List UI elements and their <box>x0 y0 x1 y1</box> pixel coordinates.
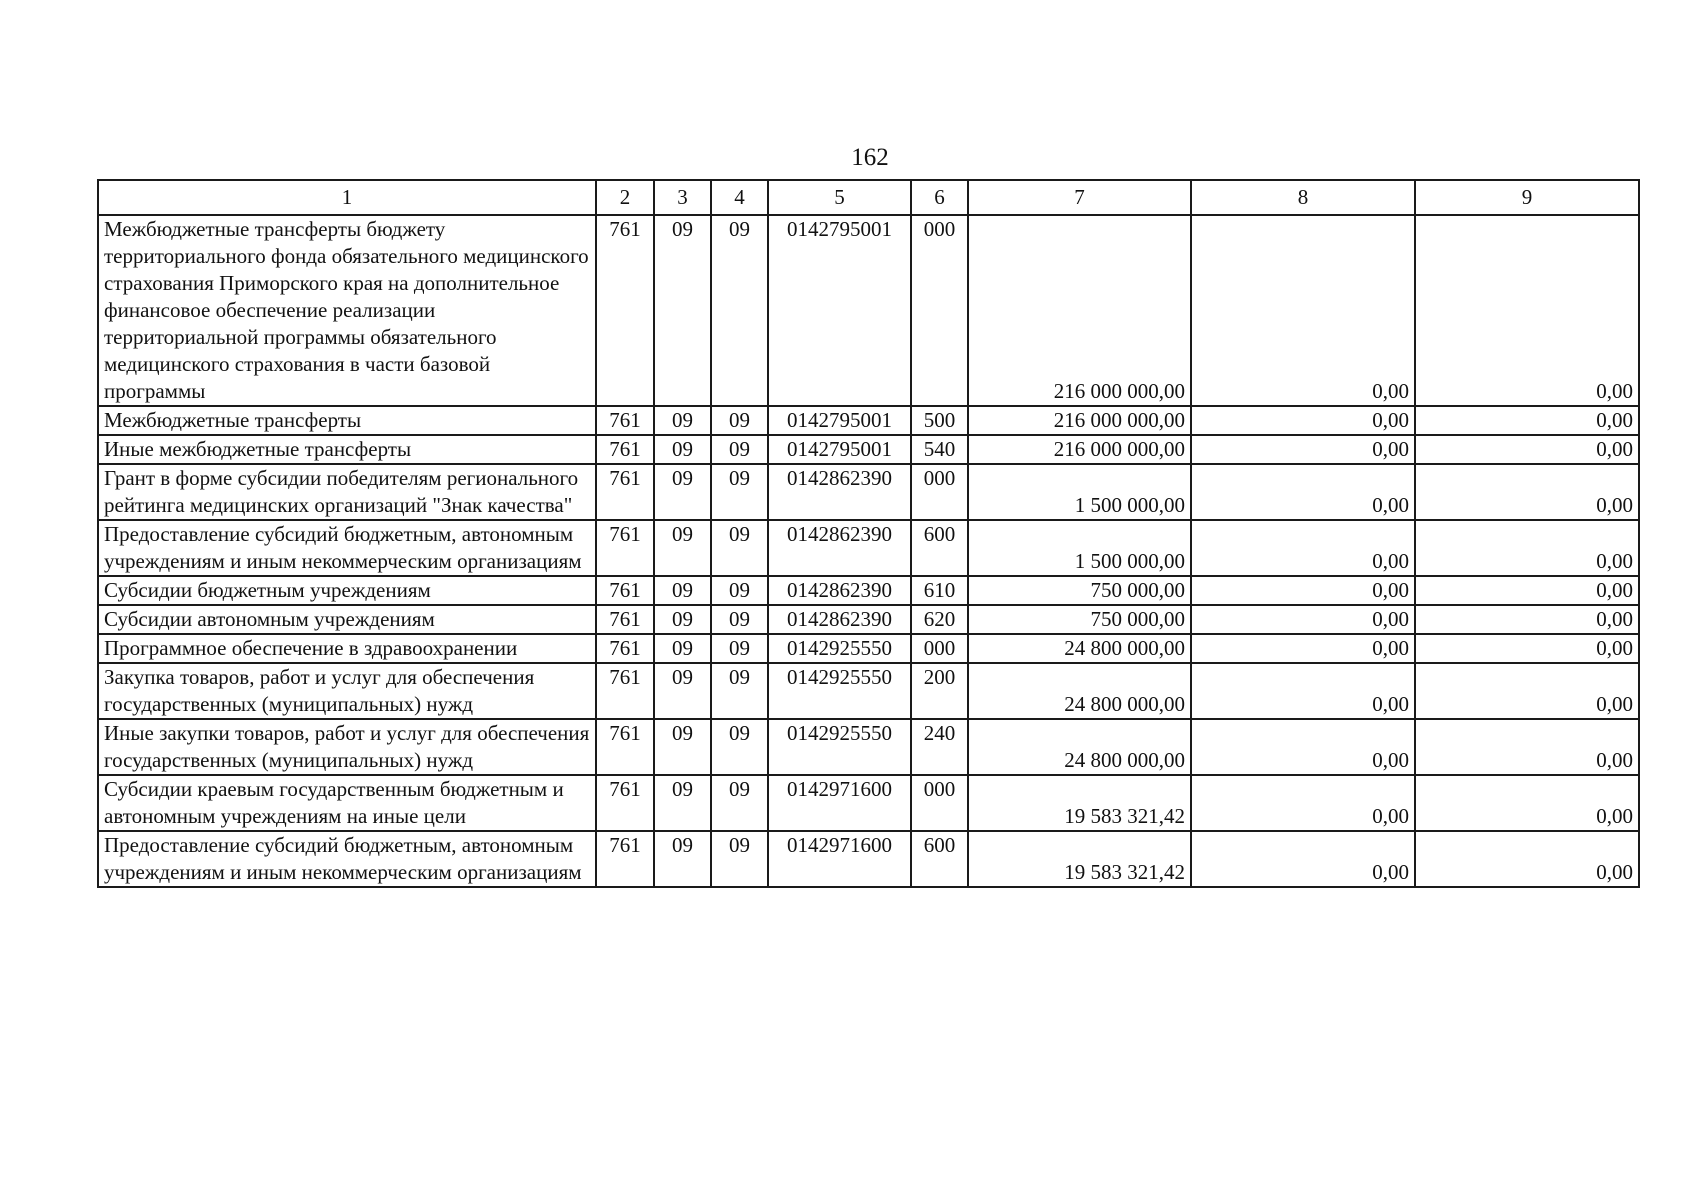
row-name-cell: Межбюджетные трансферты <box>98 406 596 435</box>
table-header-row <box>98 180 1639 215</box>
row-name-cell: Субсидии автономным учреждениям <box>98 605 596 634</box>
amount-col9-cell: 0,00 <box>1415 719 1639 775</box>
expense-type-cell: 600 <box>911 831 968 887</box>
amount-col7-cell: 216 000 000,00 <box>968 435 1191 464</box>
subsection-code-cell: 09 <box>711 520 768 576</box>
amount-col8-cell: 0,00 <box>1191 775 1415 831</box>
ministry-code-cell: 761 <box>596 831 654 887</box>
column-header: 2 <box>596 180 654 215</box>
amount-col8-cell: 0,00 <box>1191 576 1415 605</box>
section-code-cell: 09 <box>654 831 711 887</box>
column-header: 8 <box>1191 180 1415 215</box>
amount-col9-cell: 0,00 <box>1415 576 1639 605</box>
subsection-code-cell: 09 <box>711 831 768 887</box>
ministry-code-cell: 761 <box>596 663 654 719</box>
subsection-code-cell: 09 <box>711 719 768 775</box>
table-row <box>98 663 1639 719</box>
row-name-cell: Предоставление субсидий бюджетным, автономным учреждениям и иным некоммерческим организациям <box>98 520 596 576</box>
section-code-cell: 09 <box>654 605 711 634</box>
amount-col7-cell: 750 000,00 <box>968 576 1191 605</box>
ministry-code-cell: 761 <box>596 775 654 831</box>
table-row <box>98 520 1639 576</box>
amount-col8-cell: 0,00 <box>1191 520 1415 576</box>
amount-col8-cell: 0,00 <box>1191 719 1415 775</box>
target-article-cell: 0142971600 <box>768 775 911 831</box>
column-header: 4 <box>711 180 768 215</box>
table-row <box>98 464 1639 520</box>
table-row <box>98 605 1639 634</box>
column-header: 6 <box>911 180 968 215</box>
target-article-cell: 0142925550 <box>768 719 911 775</box>
amount-col9-cell: 0,00 <box>1415 634 1639 663</box>
budget-table <box>97 179 1640 888</box>
amount-col7-cell: 24 800 000,00 <box>968 663 1191 719</box>
amount-col8-cell: 0,00 <box>1191 605 1415 634</box>
amount-col8-cell: 0,00 <box>1191 215 1415 406</box>
amount-col9-cell: 0,00 <box>1415 215 1639 406</box>
amount-col7-cell: 1 500 000,00 <box>968 464 1191 520</box>
amount-col9-cell: 0,00 <box>1415 775 1639 831</box>
amount-col8-cell: 0,00 <box>1191 831 1415 887</box>
expense-type-cell: 000 <box>911 775 968 831</box>
row-name-cell: Иные закупки товаров, работ и услуг для обеспечения государственных (муниципальных) нужд <box>98 719 596 775</box>
subsection-code-cell: 09 <box>711 634 768 663</box>
ministry-code-cell: 761 <box>596 215 654 406</box>
table-row <box>98 634 1639 663</box>
table-row <box>98 215 1639 406</box>
table-row <box>98 719 1639 775</box>
table-row <box>98 435 1639 464</box>
subsection-code-cell: 09 <box>711 215 768 406</box>
ministry-code-cell: 761 <box>596 576 654 605</box>
ministry-code-cell: 761 <box>596 605 654 634</box>
row-name-cell: Закупка товаров, работ и услуг для обеспечения государственных (муниципальных) нужд <box>98 663 596 719</box>
section-code-cell: 09 <box>654 406 711 435</box>
section-code-cell: 09 <box>654 663 711 719</box>
column-header: 3 <box>654 180 711 215</box>
ministry-code-cell: 761 <box>596 634 654 663</box>
amount-col8-cell: 0,00 <box>1191 435 1415 464</box>
expense-type-cell: 500 <box>911 406 968 435</box>
target-article-cell: 0142795001 <box>768 435 911 464</box>
row-name-cell: Иные межбюджетные трансферты <box>98 435 596 464</box>
target-article-cell: 0142971600 <box>768 831 911 887</box>
section-code-cell: 09 <box>654 435 711 464</box>
row-name-cell: Предоставление субсидий бюджетным, автономным учреждениям и иным некоммерческим организациям <box>98 831 596 887</box>
subsection-code-cell: 09 <box>711 576 768 605</box>
table-row <box>98 406 1639 435</box>
column-header: 5 <box>768 180 911 215</box>
target-article-cell: 0142795001 <box>768 406 911 435</box>
amount-col9-cell: 0,00 <box>1415 406 1639 435</box>
subsection-code-cell: 09 <box>711 435 768 464</box>
amount-col7-cell: 19 583 321,42 <box>968 775 1191 831</box>
section-code-cell: 09 <box>654 464 711 520</box>
section-code-cell: 09 <box>654 775 711 831</box>
target-article-cell: 0142862390 <box>768 520 911 576</box>
expense-type-cell: 610 <box>911 576 968 605</box>
amount-col7-cell: 216 000 000,00 <box>968 215 1191 406</box>
subsection-code-cell: 09 <box>711 775 768 831</box>
expense-type-cell: 000 <box>911 464 968 520</box>
table-row <box>98 576 1639 605</box>
amount-col9-cell: 0,00 <box>1415 605 1639 634</box>
ministry-code-cell: 761 <box>596 406 654 435</box>
amount-col8-cell: 0,00 <box>1191 406 1415 435</box>
row-name-cell: Субсидии краевым государственным бюджетным и автономным учреждениям на иные цели <box>98 775 596 831</box>
amount-col7-cell: 216 000 000,00 <box>968 406 1191 435</box>
target-article-cell: 0142862390 <box>768 576 911 605</box>
target-article-cell: 0142925550 <box>768 634 911 663</box>
table-row <box>98 775 1639 831</box>
amount-col9-cell: 0,00 <box>1415 435 1639 464</box>
amount-col9-cell: 0,00 <box>1415 663 1639 719</box>
column-header: 9 <box>1415 180 1639 215</box>
expense-type-cell: 600 <box>911 520 968 576</box>
expense-type-cell: 200 <box>911 663 968 719</box>
amount-col8-cell: 0,00 <box>1191 464 1415 520</box>
expense-type-cell: 240 <box>911 719 968 775</box>
expense-type-cell: 000 <box>911 634 968 663</box>
row-name-cell: Грант в форме субсидии победителям регионального рейтинга медицинских организаций "Знак качества" <box>98 464 596 520</box>
amount-col9-cell: 0,00 <box>1415 520 1639 576</box>
amount-col7-cell: 1 500 000,00 <box>968 520 1191 576</box>
ministry-code-cell: 761 <box>596 435 654 464</box>
amount-col8-cell: 0,00 <box>1191 634 1415 663</box>
amount-col7-cell: 24 800 000,00 <box>968 719 1191 775</box>
section-code-cell: 09 <box>654 719 711 775</box>
ministry-code-cell: 761 <box>596 719 654 775</box>
subsection-code-cell: 09 <box>711 464 768 520</box>
amount-col9-cell: 0,00 <box>1415 831 1639 887</box>
page-number: 162 <box>851 144 889 171</box>
section-code-cell: 09 <box>654 576 711 605</box>
amount-col9-cell: 0,00 <box>1415 464 1639 520</box>
row-name-cell: Программное обеспечение в здравоохранении <box>98 634 596 663</box>
subsection-code-cell: 09 <box>711 406 768 435</box>
amount-col7-cell: 24 800 000,00 <box>968 634 1191 663</box>
target-article-cell: 0142925550 <box>768 663 911 719</box>
amount-col7-cell: 19 583 321,42 <box>968 831 1191 887</box>
expense-type-cell: 620 <box>911 605 968 634</box>
target-article-cell: 0142862390 <box>768 605 911 634</box>
row-name-cell: Субсидии бюджетным учреждениям <box>98 576 596 605</box>
row-name-cell: Межбюджетные трансферты бюджету территориального фонда обязательного медицинского страхования Приморского края на дополнительное финансовое обеспечение реализации территориальной программы обязательного медицинского страхования в части базовой программы <box>98 215 596 406</box>
column-header: 1 <box>98 180 596 215</box>
expense-type-cell: 000 <box>911 215 968 406</box>
ministry-code-cell: 761 <box>596 520 654 576</box>
column-header: 7 <box>968 180 1191 215</box>
ministry-code-cell: 761 <box>596 464 654 520</box>
table-row <box>98 831 1639 887</box>
target-article-cell: 0142862390 <box>768 464 911 520</box>
section-code-cell: 09 <box>654 520 711 576</box>
subsection-code-cell: 09 <box>711 605 768 634</box>
section-code-cell: 09 <box>654 215 711 406</box>
subsection-code-cell: 09 <box>711 663 768 719</box>
expense-type-cell: 540 <box>911 435 968 464</box>
amount-col8-cell: 0,00 <box>1191 663 1415 719</box>
amount-col7-cell: 750 000,00 <box>968 605 1191 634</box>
section-code-cell: 09 <box>654 634 711 663</box>
target-article-cell: 0142795001 <box>768 215 911 406</box>
